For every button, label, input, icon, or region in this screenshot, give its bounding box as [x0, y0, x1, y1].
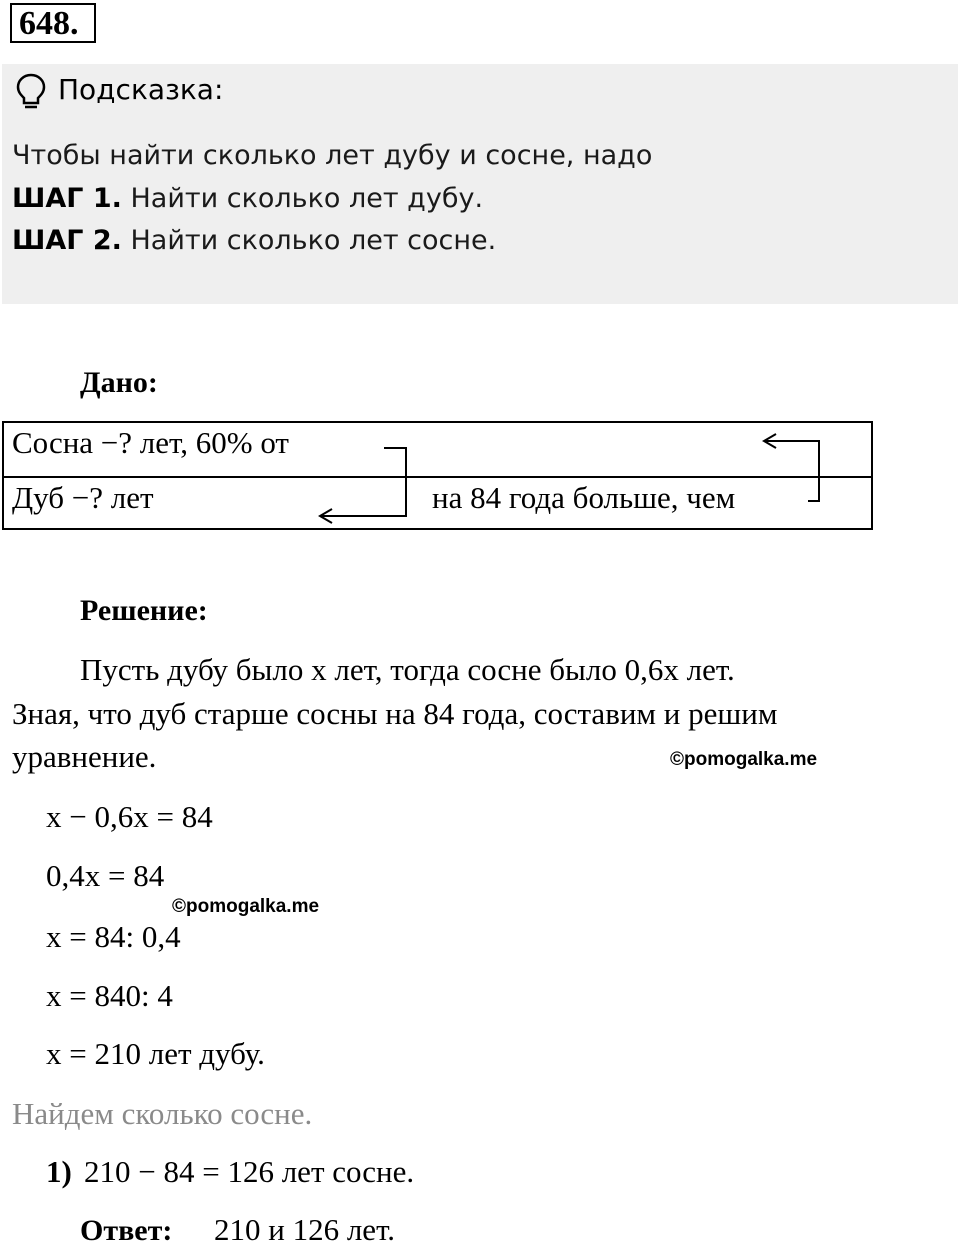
- equation-2: 0,4x = 84: [46, 858, 165, 893]
- equation-3: x = 84: 0,4: [46, 919, 181, 954]
- hint-title: Подсказка:: [58, 73, 224, 106]
- problem-number: 648.: [10, 3, 96, 43]
- solution-line-2: Зная, что дуб старше сосны на 84 года, составим и решим: [12, 696, 778, 731]
- solution-line-1: Пусть дубу было x лет, тогда сосне было 0,6x лет.: [80, 652, 735, 687]
- hint-step-text: Найти сколько лет дубу.: [121, 183, 484, 214]
- find-pine-text: Найдем сколько сосне.: [12, 1096, 313, 1131]
- answer-label: Ответ:: [80, 1214, 173, 1247]
- given-row-oak: Дуб −? лет: [12, 480, 154, 515]
- answer-text: 210 и 126 лет.: [214, 1212, 396, 1247]
- given-heading: Дано:: [80, 366, 158, 399]
- solution-heading: Решение:: [80, 594, 208, 627]
- relation-arrows: [0, 0, 960, 560]
- watermark: ©pomogalka.me: [670, 749, 818, 770]
- hint-step-label: ШАГ 1.: [12, 183, 122, 214]
- given-row-pine: Сосна −? лет, 60% от: [12, 425, 289, 460]
- equation-5: x = 210 лет дубу.: [46, 1036, 265, 1071]
- watermark: ©pomogalka.me: [172, 896, 320, 917]
- hint-intro: Чтобы найти сколько лет дубу и сосне, надо: [12, 140, 653, 171]
- given-row-relation: на 84 года больше, чем: [432, 480, 736, 515]
- hint-step-label: ШАГ 2.: [12, 225, 122, 256]
- equation-1: x − 0,6x = 84: [46, 799, 213, 834]
- hint-step-text: Найти сколько лет сосне.: [121, 225, 497, 256]
- step-1-calculation: 210 − 84 = 126 лет сосне.: [84, 1154, 415, 1189]
- step-number: 1): [46, 1154, 72, 1189]
- solution-line-3: уравнение.: [12, 739, 157, 774]
- equation-4: x = 840: 4: [46, 978, 173, 1013]
